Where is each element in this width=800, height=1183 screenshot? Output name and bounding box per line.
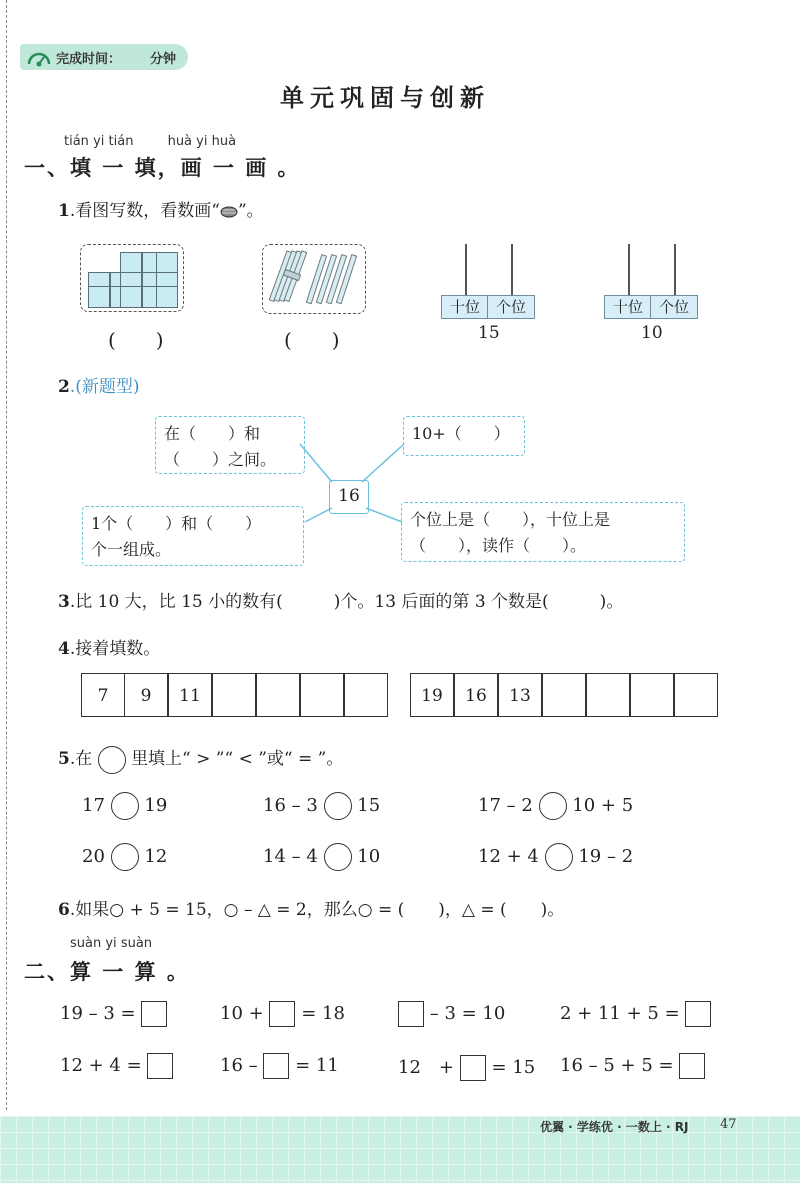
compare-circle[interactable] — [324, 792, 352, 820]
compare-item: 17 – 2 10 + 5 — [478, 792, 633, 820]
seq2-blank-cell[interactable] — [586, 673, 630, 717]
q3-text: 3.比 10 大，比 15 小的数有( )个。13 后面的第 3 个数是( )。 — [58, 592, 624, 612]
q5-text: 5.在 里填上“ > ”“ < ”或“ = ”。 — [58, 744, 343, 774]
compare-item: 20 12 — [82, 843, 167, 871]
calc-item: 19 – 3 = — [60, 1001, 167, 1027]
abacus1-value: 15 — [478, 323, 500, 343]
section2-pinyin: suàn yi suàn — [70, 936, 153, 951]
q1-answer-blank-1[interactable]: ( ) — [108, 328, 164, 352]
seq1-cell: 11 — [168, 673, 212, 717]
compare-circle[interactable] — [111, 792, 139, 820]
calc-item: 2 + 11 + 5 = — [560, 1001, 711, 1027]
calc-item: 16 – = 11 — [220, 1053, 339, 1079]
q2-box-place-value[interactable]: 个位上是（ ），十位上是 （ ），读作（ ）。 — [401, 502, 685, 562]
q2-box-addition[interactable]: 10+（ ） — [403, 416, 525, 456]
seq2-cell: 13 — [498, 673, 542, 717]
page-number: 47 — [720, 1117, 737, 1132]
calc-item: 12 + 4 = — [60, 1053, 173, 1079]
compare-item: 12 + 4 19 – 2 — [478, 843, 633, 871]
section1-heading: 一、填 一 填，画 一 画 。 — [24, 155, 301, 180]
compare-item: 14 – 4 10 — [263, 843, 380, 871]
circle-symbol-icon — [98, 746, 126, 774]
compare-circle[interactable] — [111, 843, 139, 871]
abacus2-value: 10 — [641, 323, 663, 343]
q2-box-composition[interactable]: 1个（ ）和（ ） 个一组成。 — [82, 506, 304, 566]
abacus2-tens-label: 十位 — [604, 295, 652, 319]
answer-box[interactable] — [147, 1053, 173, 1079]
compare-circle[interactable] — [545, 843, 573, 871]
abacus1-tens-label: 十位 — [441, 295, 489, 319]
seq1-blank-cell[interactable] — [300, 673, 344, 717]
calc-item: 10 + = 18 — [220, 1001, 345, 1027]
calc-item: 16 – 5 + 5 = — [560, 1053, 705, 1079]
q2-center-number: 16 — [329, 480, 369, 514]
footer-brand: 优翼 · 学练优 · 一数上 · RJ — [540, 1120, 689, 1134]
seq1-blank-cell[interactable] — [344, 673, 388, 717]
calc-item: – 3 = 10 — [398, 1001, 505, 1027]
seq2-blank-cell[interactable] — [674, 673, 718, 717]
q6-text: 6.如果○ + 5 = 15，○ – △ = 2，那么○ = ( )，△ = ( )。 — [58, 900, 565, 920]
seq1-blank-cell[interactable] — [212, 673, 256, 717]
section2-heading: 二、算 一 算 。 — [24, 959, 190, 984]
calc-item: 12 + = 15 — [398, 1053, 535, 1081]
q2-heading: 2.(新题型) — [58, 377, 140, 397]
seq1-cell: 7 — [81, 673, 125, 717]
q1-text: 1.看图写数，看数画“ ”。 — [58, 201, 264, 221]
seq2-cell: 16 — [454, 673, 498, 717]
answer-box[interactable] — [263, 1053, 289, 1079]
seq2-blank-cell[interactable] — [542, 673, 586, 717]
answer-box[interactable] — [398, 1001, 424, 1027]
timer-unit: 分钟 — [150, 52, 177, 67]
compare-item: 16 – 3 15 — [263, 792, 380, 820]
compare-item: 17 19 — [82, 792, 167, 820]
seq1-blank-cell[interactable] — [256, 673, 300, 717]
answer-box[interactable] — [141, 1001, 167, 1027]
page-title: 单元巩固与创新 — [280, 83, 490, 112]
compare-circle[interactable] — [324, 843, 352, 871]
answer-box[interactable] — [685, 1001, 711, 1027]
seq2-blank-cell[interactable] — [630, 673, 674, 717]
answer-box[interactable] — [269, 1001, 295, 1027]
answer-box[interactable] — [679, 1053, 705, 1079]
abacus2-ones-label: 个位 — [650, 295, 698, 319]
abacus1-ones-label: 个位 — [487, 295, 535, 319]
q4-text: 4.接着填数。 — [58, 639, 161, 659]
answer-box[interactable] — [460, 1055, 486, 1081]
timer-label: 完成时间： — [56, 52, 122, 67]
compare-circle[interactable] — [539, 792, 567, 820]
seq2-cell: 19 — [410, 673, 454, 717]
seq1-cell: 9 — [124, 673, 168, 717]
section1-pinyin: tián yi tián huà yi huà — [64, 134, 237, 149]
q1-answer-blank-2[interactable]: ( ) — [284, 328, 340, 352]
q2-box-between[interactable]: 在（ ）和 （ ）之间。 — [155, 416, 305, 474]
